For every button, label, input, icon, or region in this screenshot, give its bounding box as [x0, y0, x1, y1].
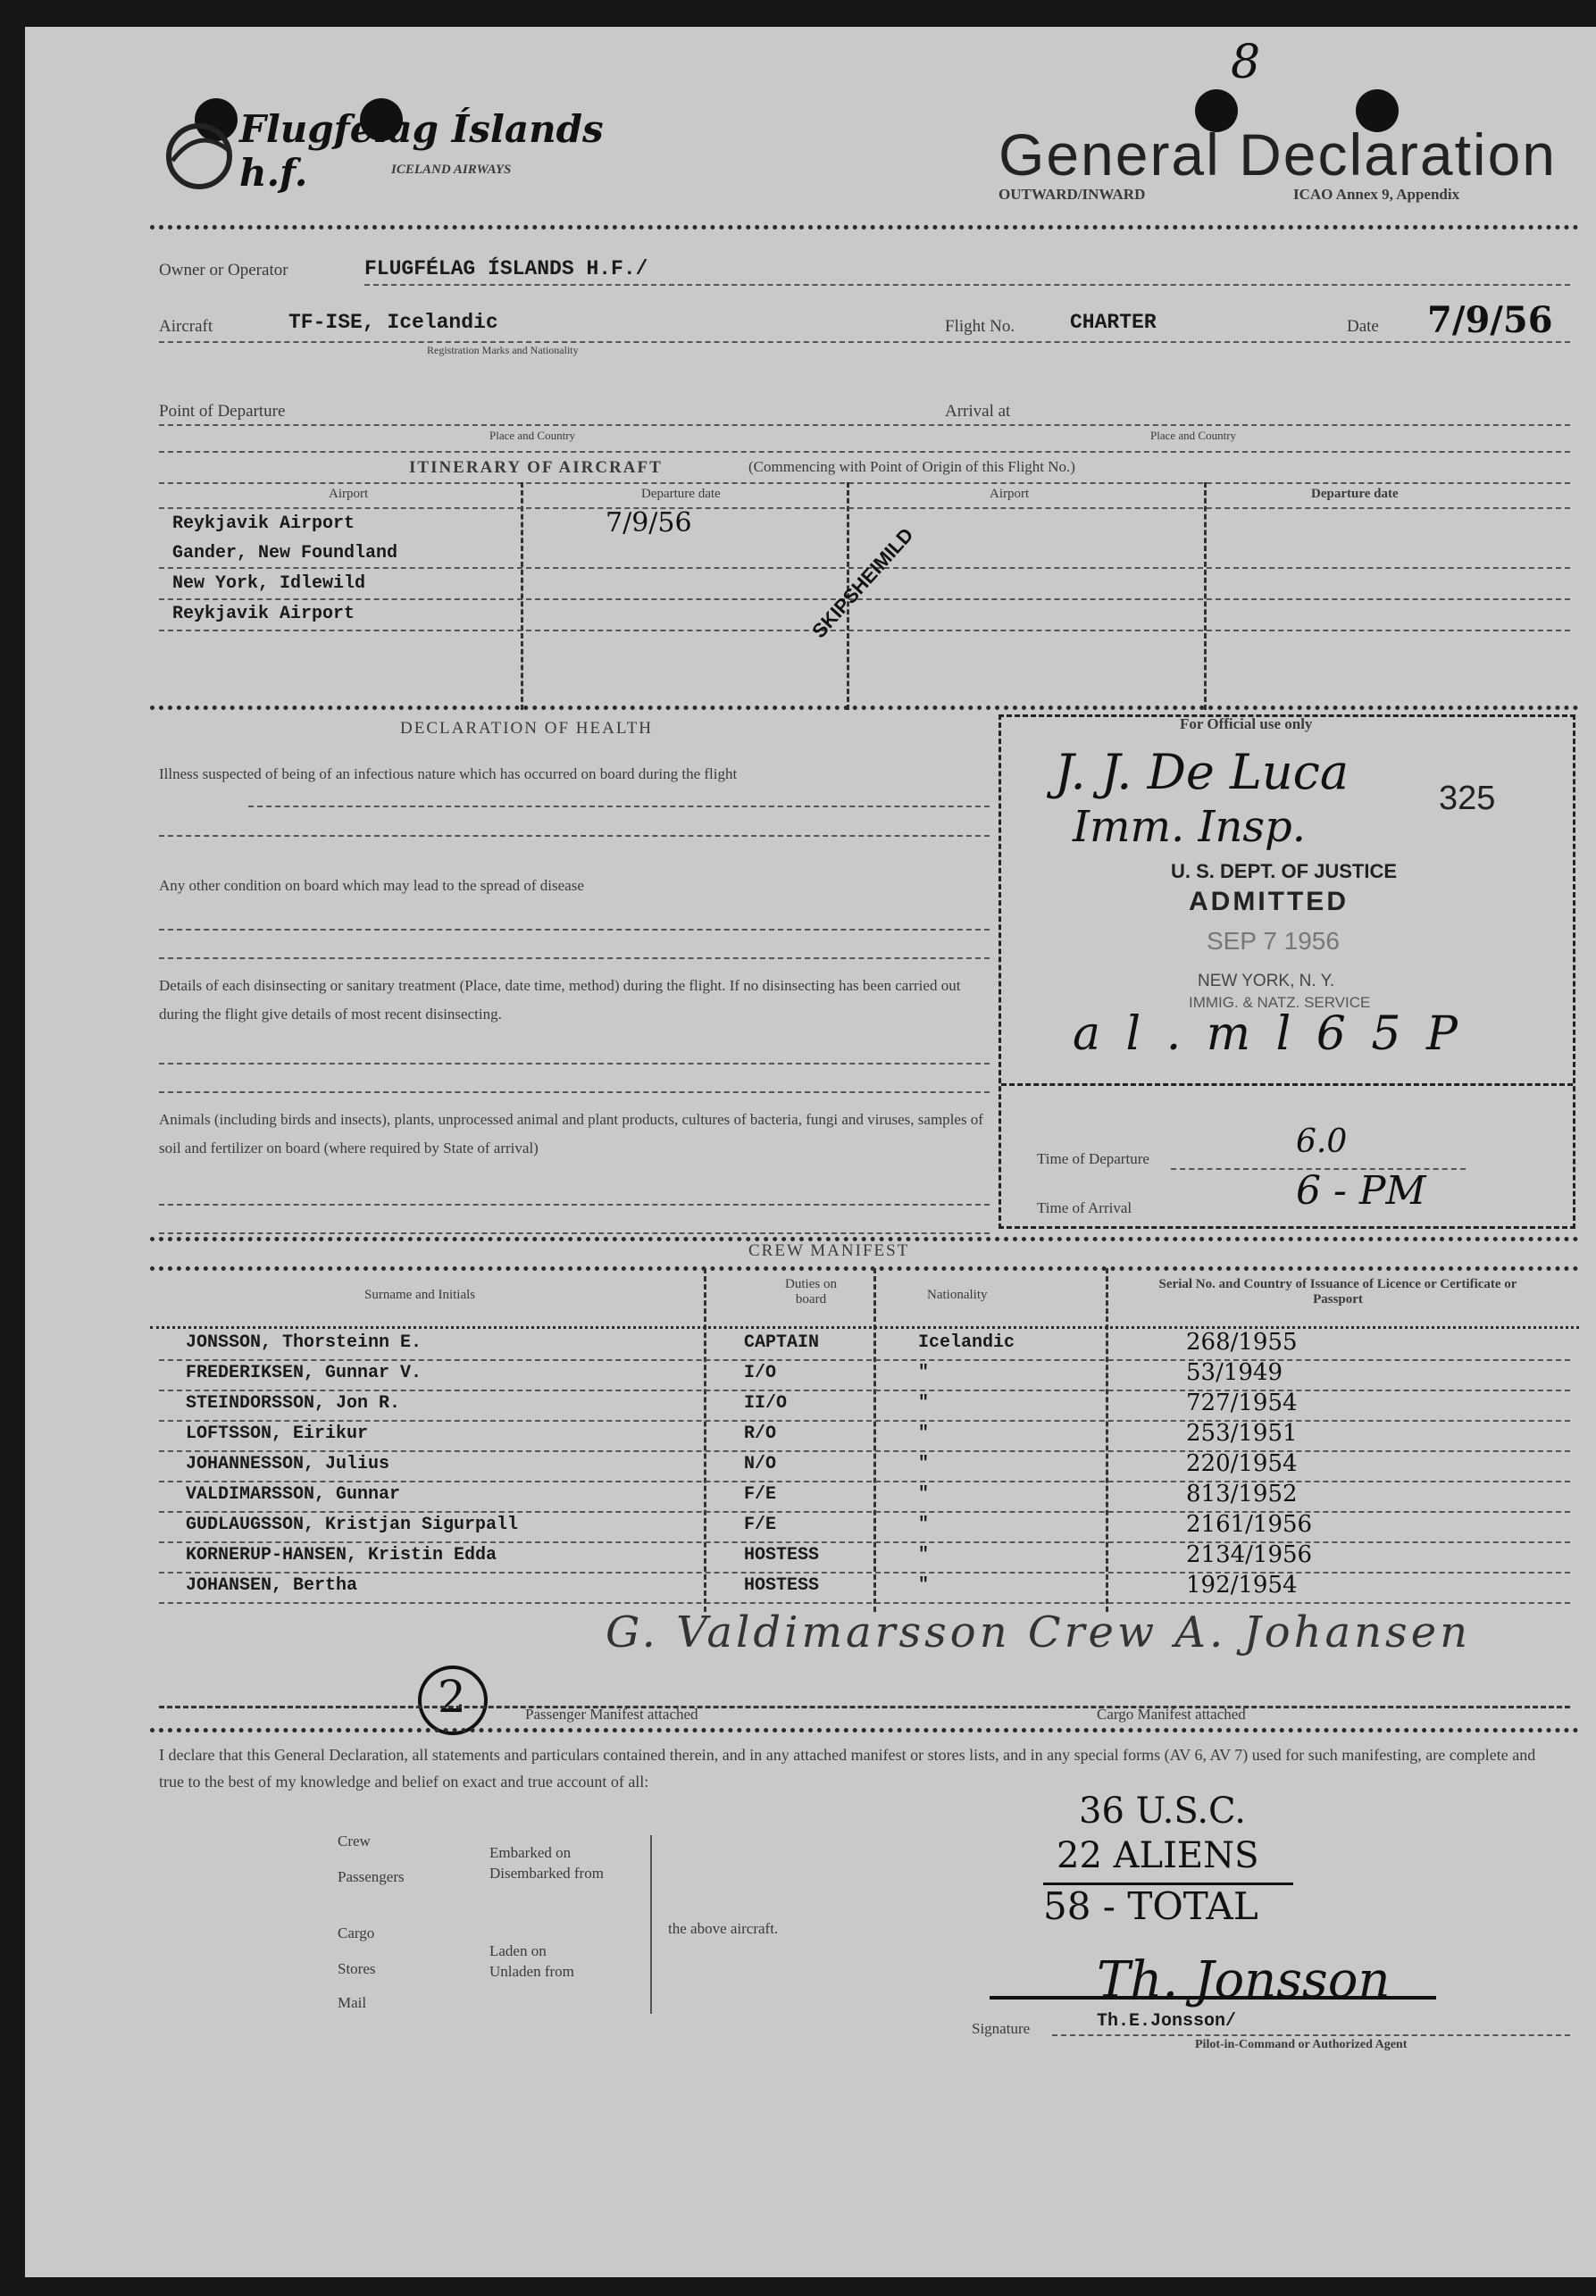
- divider: [150, 1728, 1579, 1732]
- table-row: [25, 1329, 1596, 1363]
- stamp-date: SEP 7 1956: [1207, 927, 1340, 955]
- row-line: [159, 1450, 1570, 1452]
- decl-cargo: Cargo: [338, 1924, 375, 1941]
- field-line: [159, 1232, 990, 1234]
- decl-unladen: Unladen from: [489, 1963, 574, 1980]
- crew-name: JOHANSEN, Bertha: [186, 1575, 358, 1596]
- count-aliens: 22 ALIENS: [1057, 1835, 1259, 1876]
- decl-laden: Laden on: [489, 1942, 547, 1959]
- logo-text: Flugfélag Íslands h.f.: [239, 107, 604, 195]
- decl-stores: Stores: [338, 1960, 376, 1977]
- crew-serial: 2134/1956: [1186, 1541, 1313, 1568]
- crew-duty: N/O: [744, 1454, 777, 1474]
- crew-name: JOHANNESSON, Julius: [186, 1454, 390, 1474]
- row-line: [159, 1420, 1570, 1422]
- crew-serial: 253/1951: [1186, 1420, 1298, 1447]
- corner-mark: 8: [1231, 36, 1261, 89]
- table-row: [25, 1359, 1596, 1393]
- inspector-title: Imm. Insp.: [1073, 802, 1306, 852]
- crew-nationality: ": [918, 1454, 930, 1474]
- crew-name: JONSSON, Thorsteinn E.: [186, 1332, 422, 1353]
- arrival-time-label: Time of Arrival: [1037, 1199, 1132, 1216]
- col-airport-2: Airport: [990, 487, 1030, 501]
- crew-name: GUDLAUGSSON, Kristjan Sigurpall: [186, 1515, 519, 1535]
- inspector-signature: J. J. De Luca: [1055, 744, 1349, 800]
- health-q4: Animals (including birds and insects), plants, unprocessed animal and plant products, cultures of bacteria, fungi and viruses, samples of soil and fertilizer on board (where required by State of arrival): [159, 1111, 983, 1156]
- field-line: [248, 806, 990, 807]
- logo-emblem-icon: [159, 116, 239, 196]
- crew-name: STEINDORSSON, Jon R.: [186, 1393, 401, 1414]
- crew-serial: 2161/1956: [1186, 1511, 1313, 1538]
- table-row: [25, 1541, 1596, 1575]
- crew-serial: 53/1949: [1186, 1359, 1283, 1386]
- table-row: [25, 1420, 1596, 1454]
- crew-nationality: ": [918, 1363, 930, 1383]
- decl-disembarked: Disembarked from: [489, 1865, 604, 1882]
- field-line: [159, 424, 1570, 426]
- table-row: [25, 1390, 1596, 1424]
- row-line: [159, 1511, 1570, 1513]
- crew-name: VALDIMARSSON, Gunnar: [186, 1484, 401, 1505]
- field-line: [159, 1204, 990, 1206]
- departure-time-label: Time of Departure: [1037, 1150, 1149, 1167]
- stamp-service: IMMIG. & NATZ. SERVICE: [1189, 994, 1371, 1011]
- itinerary-airport: Reykjavik Airport: [172, 604, 355, 624]
- health-heading: DECLARATION OF HEALTH: [400, 719, 654, 738]
- crew-duty: R/O: [744, 1424, 777, 1444]
- arrival-label: Arrival at: [945, 402, 1011, 421]
- field-line: [159, 1063, 990, 1065]
- field-line: [159, 507, 1570, 509]
- bracket: [650, 1835, 652, 2014]
- departure-time-value: 6.0: [1296, 1123, 1348, 1160]
- circled-number-value: 2: [438, 1671, 466, 1723]
- date-label: Date: [1347, 317, 1379, 336]
- field-line: [159, 1706, 1570, 1708]
- table-row: [25, 1572, 1596, 1606]
- box-divider: [1001, 1083, 1573, 1086]
- document-page: [25, 27, 1596, 2277]
- field-line: [364, 284, 1570, 286]
- field-line: [159, 482, 1570, 484]
- flight-value: CHARTER: [1070, 311, 1157, 334]
- crew-serial: 727/1954: [1186, 1390, 1298, 1416]
- crew-nationality: ": [918, 1575, 930, 1596]
- crew-duty: I/O: [744, 1363, 777, 1383]
- departure-point-label: Point of Departure: [159, 402, 286, 421]
- crew-heading: CREW MANIFEST: [748, 1241, 910, 1260]
- health-q3: Details of each disinsecting or sanitary treatment (Place, date time, method) during the flight. If no disinsecting has been carried out during the flight give details of most recent disinsecting.: [159, 977, 961, 1023]
- icao-reference: ICAO Annex 9, Appendix: [1293, 186, 1460, 203]
- decl-passengers: Passengers: [338, 1868, 405, 1885]
- field-line: [159, 451, 1570, 453]
- field-line: [159, 929, 990, 931]
- itinerary-airport: Gander, New Foundland: [172, 543, 398, 564]
- col-serial: Serial No. and Country of Issuance of Licence or Certificate or Passport: [1158, 1277, 1517, 1307]
- crew-serial: 813/1952: [1186, 1481, 1298, 1507]
- official-use-box: [999, 714, 1575, 1229]
- official-use-heading: For Official use only: [1180, 715, 1313, 732]
- crew-duty: HOSTESS: [744, 1575, 820, 1596]
- crew-duty: F/E: [744, 1484, 777, 1505]
- crew-name: FREDERIKSEN, Gunnar V.: [186, 1363, 422, 1383]
- crew-duty: HOSTESS: [744, 1545, 820, 1565]
- count-usc: 36 U.S.C.: [1079, 1791, 1246, 1832]
- crew-nationality: ": [918, 1545, 930, 1565]
- passenger-manifest-label: Passenger Manifest attached: [525, 1706, 698, 1723]
- col-airport: Airport: [329, 487, 369, 501]
- signature-label: Signature: [972, 2020, 1031, 2037]
- divider: [150, 1266, 1579, 1271]
- crew-name: LOFTSSON, Eirikur: [186, 1424, 369, 1444]
- crew-serial: 220/1954: [1186, 1450, 1298, 1477]
- declaration-text: I declare that this General Declaration, all statements and particulars contained therein, and in any attached manifest or stores lists, and in any special forms (AV 6, AV 7) used for such manifesting, are complete and true to the best of my knowledge and belief on exact and true account of all:: [159, 1746, 1536, 1791]
- form-subtitle: OUTWARD/INWARD: [999, 186, 1146, 203]
- row-line: [159, 1602, 1570, 1604]
- crew-hand-signatures: G. Valdimarsson Crew A. Johansen: [606, 1607, 1472, 1657]
- row-line: [159, 1572, 1570, 1574]
- form-title: General Declaration: [999, 121, 1557, 188]
- arrival-time-value: 6 - PM: [1296, 1168, 1426, 1214]
- document-number: 325: [1439, 780, 1496, 817]
- cargo-manifest-label: Cargo Manifest attached: [1097, 1706, 1246, 1723]
- table-row: [25, 1511, 1596, 1545]
- signature-typed: Th.E.Jonsson/: [1097, 2011, 1237, 2032]
- crew-nationality: ": [918, 1393, 930, 1414]
- crew-nationality: ": [918, 1515, 930, 1535]
- row-line: [159, 1481, 1570, 1482]
- signature-underline: [990, 1996, 1436, 2000]
- crew-serial: 268/1955: [1186, 1329, 1298, 1356]
- crew-duty: CAPTAIN: [744, 1332, 820, 1353]
- signature-role: Pilot-in-Command or Authorized Agent: [1195, 2038, 1408, 2051]
- field-line: [159, 1091, 990, 1093]
- table-row: [25, 1481, 1596, 1515]
- owner-value: FLUGFÉLAG ÍSLANDS H.F./: [364, 257, 648, 280]
- crew-duty: F/E: [744, 1515, 777, 1535]
- skip-stamp: SKIPSHEIMILD: [807, 523, 918, 643]
- column-divider: [1204, 482, 1207, 710]
- field-line: [1052, 2034, 1570, 2036]
- crew-nationality: ": [918, 1424, 930, 1444]
- field-line: [159, 835, 990, 837]
- decl-aircraft: the above aircraft.: [668, 1920, 779, 1937]
- col-departure-date-2: Departure date: [1311, 487, 1399, 501]
- crew-duty: II/O: [744, 1393, 788, 1414]
- crew-nationality: ": [918, 1484, 930, 1505]
- divider: [150, 225, 1579, 230]
- date-value: 7/9/56: [1427, 299, 1553, 341]
- field-line: [159, 957, 990, 959]
- decl-crew: Crew: [338, 1833, 371, 1849]
- row-line: [159, 1390, 1570, 1391]
- stamp-department: U. S. DEPT. OF JUSTICE: [1171, 860, 1398, 882]
- owner-label: Owner or Operator: [159, 261, 288, 280]
- handwritten-note: a l . m l 6 5 P: [1073, 1007, 1463, 1061]
- aircraft-value: TF-ISE, Icelandic: [288, 311, 498, 334]
- health-q1: Illness suspected of being of an infectious nature which has occurred on board during the flight: [159, 765, 738, 782]
- col-departure-date: Departure date: [641, 487, 721, 501]
- crew-nationality: Icelandic: [918, 1332, 1015, 1353]
- stamp-place: NEW YORK, N. Y.: [1198, 972, 1335, 990]
- crew-serial: 192/1954: [1186, 1572, 1298, 1599]
- crew-name: KORNERUP-HANSEN, Kristin Edda: [186, 1545, 497, 1565]
- decl-mail: Mail: [338, 1994, 367, 2011]
- stamp-admitted: ADMITTED: [1189, 887, 1349, 916]
- divider: [150, 1326, 1579, 1329]
- flight-label: Flight No.: [945, 317, 1015, 336]
- captain-signature: Th. Jonsson: [1097, 1951, 1391, 2009]
- column-divider: [521, 482, 523, 710]
- row-line: [159, 1541, 1570, 1543]
- circled-number: [418, 1666, 488, 1735]
- aircraft-sublabel: Registration Marks and Nationality: [427, 344, 579, 356]
- departure-point-sublabel: Place and Country: [489, 429, 576, 442]
- itinerary-date: 7/9/56: [606, 507, 692, 539]
- col-name: Surname and Initials: [364, 1288, 476, 1302]
- decl-embarked: Embarked on: [489, 1844, 572, 1861]
- col-nationality: Nationality: [927, 1288, 988, 1302]
- field-line: [159, 630, 1570, 631]
- aircraft-label: Aircraft: [159, 317, 213, 336]
- itinerary-note: (Commencing with Point of Origin of this Flight No.): [748, 458, 1075, 475]
- itinerary-airport: New York, Idlewild: [172, 573, 366, 594]
- divider: [150, 705, 1579, 710]
- health-q2: Any other condition on board which may lead to the spread of disease: [159, 877, 584, 894]
- arrival-sublabel: Place and Country: [1150, 429, 1237, 442]
- logo-subtitle: ICELAND AIRWAYS: [391, 163, 512, 177]
- itinerary-heading: ITINERARY OF AIRCRAFT: [409, 458, 663, 477]
- itinerary-airport: Reykjavik Airport: [172, 513, 355, 534]
- field-line: [159, 341, 1570, 343]
- table-row: [25, 1450, 1596, 1484]
- count-total: 58 - TOTAL: [1043, 1884, 1258, 1928]
- row-line: [159, 1359, 1570, 1361]
- airline-logo: [159, 98, 623, 205]
- col-duties: Duties on board: [785, 1277, 837, 1307]
